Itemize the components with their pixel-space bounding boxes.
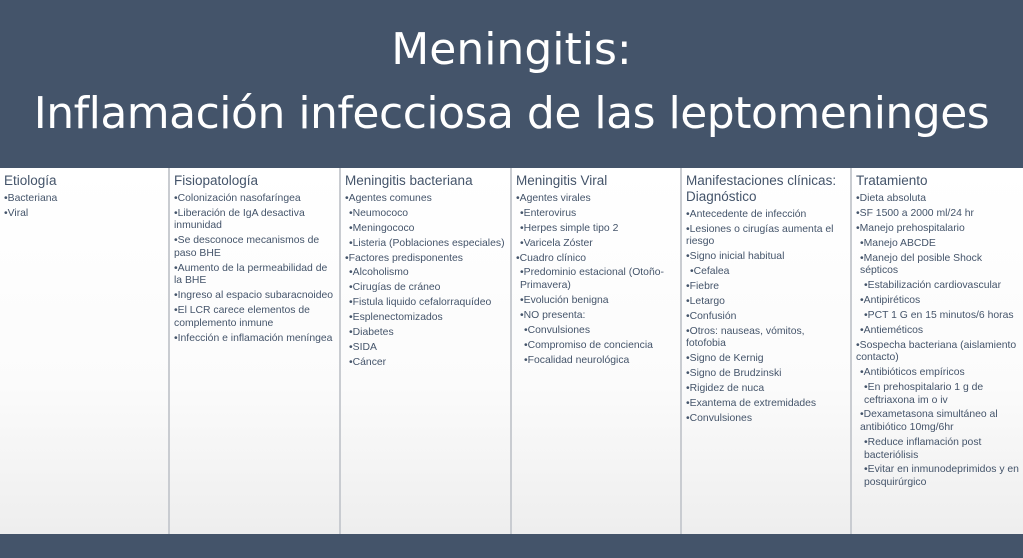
content-columns: [0, 168, 1023, 534]
column-heading: Fisiopatología: [174, 173, 259, 188]
list-item: •Focalidad neurológica: [524, 354, 630, 366]
list-item: •Meningococo: [349, 222, 415, 234]
list-item: •Compromiso de conciencia: [524, 339, 653, 351]
list-item: •Convulsiones: [524, 324, 591, 336]
column-list: [686, 209, 846, 425]
list-item: •Fiebre: [686, 281, 720, 293]
list-item: •Enterovirus: [520, 207, 577, 219]
list-item: •Agentes virales: [516, 193, 591, 204]
list-item: •Predominio estacional (Otoño-Primavera): [520, 267, 664, 292]
column-list: [174, 193, 335, 345]
list-item: •Dexametasona simultáneo al antibiótico 10mg/6hr: [860, 409, 998, 434]
list-item: •Colonización nasofaríngea: [174, 193, 301, 204]
list-item: •Letargo: [686, 296, 725, 308]
list-item: •Esplenectomizados: [349, 312, 443, 324]
title-line-2: Inflamación infecciosa de las leptomeninges: [33, 88, 990, 139]
column-heading: Etiología: [4, 173, 57, 188]
list-item: •Manejo ABCDE: [860, 237, 936, 249]
list-item: •Evitar en inmunodeprimidos y en posquirúrgico: [864, 464, 1019, 489]
list-item: •Evolución benigna: [520, 294, 609, 306]
column-meningitis-viral: [512, 168, 682, 534]
list-item: •Manejo prehospitalario: [856, 222, 965, 234]
slide-title: [0, 0, 1023, 168]
list-item: •Agentes comunes: [345, 193, 432, 204]
list-item: •Cefalea: [690, 266, 730, 278]
list-item: •Cáncer: [349, 356, 387, 368]
list-item: •Ingreso al espacio subaracnoideo: [174, 290, 334, 302]
list-item: •Antipiréticos: [860, 294, 921, 306]
column-heading: Meningitis Viral: [516, 173, 608, 188]
list-item: •Signo de Brudzinski: [686, 368, 782, 380]
list-item: •Neumococo: [349, 207, 409, 219]
list-item: •SIDA: [349, 341, 377, 353]
list-item: •Bacteriana: [4, 193, 58, 204]
column-tratamiento: [852, 168, 1023, 534]
list-item: •Lesiones o cirugías aumenta el riesgo: [686, 223, 834, 248]
list-item: •Sospecha bacteriana (aislamiento contacto): [856, 339, 1017, 364]
column-list: [345, 193, 506, 369]
column-list: [516, 193, 676, 367]
list-item: •Confusión: [686, 310, 737, 322]
list-item: •Alcoholismo: [349, 267, 409, 279]
list-item: •Antecedente de infección: [686, 209, 807, 220]
list-item: •En prehospitalario 1 g de ceftriaxona im o iv: [864, 381, 984, 406]
column-heading: Meningitis bacteriana: [345, 173, 473, 188]
list-item: •Rigidez de nuca: [686, 383, 765, 395]
list-item: •Antieméticos: [860, 324, 924, 336]
column-manifestaciones-clinicas: [682, 168, 852, 534]
list-item: •Signo inicial habitual: [686, 251, 785, 263]
list-item: •Factores predisponentes: [345, 252, 464, 264]
list-item: •Varicela Zóster: [520, 237, 593, 249]
list-item: •Reduce inflamación post bacteriólisis: [864, 436, 982, 461]
title-line-1: Meningitis:: [391, 24, 632, 75]
list-item: •Cuadro clínico: [516, 252, 587, 264]
column-fisiopatologia: [170, 168, 341, 534]
list-item: •Aumento de la permeabilidad de la BHE: [174, 262, 328, 287]
list-item: •Liberación de IgA desactiva inmunidad: [174, 207, 305, 232]
list-item: •NO presenta:: [520, 309, 586, 321]
list-item: •Diabetes: [349, 327, 394, 339]
list-item: •Dieta absoluta: [856, 193, 927, 204]
list-item: •Herpes simple tipo 2: [520, 222, 619, 234]
list-item: •Exantema de extremidades: [686, 397, 817, 409]
column-list: [4, 193, 164, 220]
list-item: •Convulsiones: [686, 412, 753, 424]
list-item: •Otros: nauseas, vómitos, fotofobia: [686, 325, 805, 350]
list-item: •Se desconoce mecanismos de paso BHE: [174, 235, 320, 259]
column-etiologia: [0, 168, 170, 534]
list-item: •Viral: [4, 207, 29, 219]
list-item: •Listeria (Poblaciones especiales): [349, 237, 505, 249]
list-item: •Infección e inflamación meníngea: [174, 332, 333, 344]
list-item: •Fistula liquido cefalorraquídeo: [349, 297, 492, 309]
list-item: •Antibióticos empíricos: [860, 367, 965, 379]
list-item: •El LCR carece elementos de complemento inmune: [174, 305, 310, 329]
column-meningitis-bacteriana: [341, 168, 512, 534]
list-item: •Cirugías de cráneo: [349, 282, 441, 294]
column-heading: Manifestaciones clínicas: Diagnóstico: [686, 173, 837, 204]
list-item: •Manejo del posible Shock sépticos: [860, 252, 983, 277]
list-item: •PCT 1 G en 15 minutos/6 horas: [864, 309, 1014, 321]
list-item: •SF 1500 a 2000 ml/24 hr: [856, 207, 975, 219]
column-list: [856, 193, 1019, 490]
list-item: •Signo de Kernig: [686, 353, 764, 365]
column-heading: Tratamiento: [856, 173, 928, 188]
list-item: •Estabilización cardiovascular: [864, 280, 1002, 292]
